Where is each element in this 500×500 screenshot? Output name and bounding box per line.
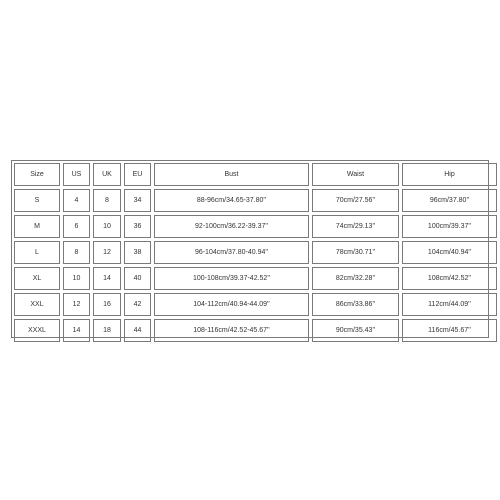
table-cell-uk: 18 [93, 319, 121, 342]
table-cell-size: L [14, 241, 60, 264]
table-cell-waist: 70cm/27.56'' [312, 189, 399, 212]
table-cell-eu: 44 [124, 319, 151, 342]
table-cell-uk: 14 [93, 267, 121, 290]
table-cell-hip: 100cm/39.37'' [402, 215, 497, 238]
table-cell-hip: 112cm/44.09'' [402, 293, 497, 316]
column-header-hip: Hip [402, 163, 497, 186]
table-cell-eu: 40 [124, 267, 151, 290]
table-cell-bust: 100-108cm/39.37-42.52'' [154, 267, 309, 290]
column-header-uk: UK [93, 163, 121, 186]
table-cell-us: 12 [63, 293, 90, 316]
table-cell-hip: 108cm/42.52'' [402, 267, 497, 290]
table-cell-uk: 10 [93, 215, 121, 238]
table-cell-bust: 88-96cm/34.65-37.80'' [154, 189, 309, 212]
table-cell-size: S [14, 189, 60, 212]
table-cell-uk: 8 [93, 189, 121, 212]
column-header-size: Size [14, 163, 60, 186]
table-cell-bust: 92-100cm/36.22-39.37'' [154, 215, 309, 238]
size-chart-table [11, 160, 489, 338]
table-cell-waist: 78cm/30.71'' [312, 241, 399, 264]
table-cell-us: 4 [63, 189, 90, 212]
table-cell-bust: 96-104cm/37.80-40.94'' [154, 241, 309, 264]
table-cell-us: 8 [63, 241, 90, 264]
table-cell-waist: 82cm/32.28'' [312, 267, 399, 290]
table-cell-waist: 74cm/29.13'' [312, 215, 399, 238]
table-cell-size: XXL [14, 293, 60, 316]
table-cell-waist: 86cm/33.86'' [312, 293, 399, 316]
table-cell-hip: 116cm/45.67'' [402, 319, 497, 342]
table-cell-eu: 36 [124, 215, 151, 238]
column-header-waist: Waist [312, 163, 399, 186]
table-cell-hip: 104cm/40.94'' [402, 241, 497, 264]
table-cell-uk: 16 [93, 293, 121, 316]
table-cell-eu: 38 [124, 241, 151, 264]
column-header-us: US [63, 163, 90, 186]
table-cell-hip: 96cm/37.80'' [402, 189, 497, 212]
table-cell-us: 14 [63, 319, 90, 342]
column-header-bust: Bust [154, 163, 309, 186]
table-cell-eu: 34 [124, 189, 151, 212]
table-cell-us: 6 [63, 215, 90, 238]
table-cell-bust: 108-116cm/42.52-45.67'' [154, 319, 309, 342]
table-cell-uk: 12 [93, 241, 121, 264]
table-cell-size: XL [14, 267, 60, 290]
table-cell-size: M [14, 215, 60, 238]
table-cell-eu: 42 [124, 293, 151, 316]
table-cell-bust: 104-112cm/40.94-44.09'' [154, 293, 309, 316]
table-cell-us: 10 [63, 267, 90, 290]
table-cell-waist: 90cm/35.43'' [312, 319, 399, 342]
column-header-eu: EU [124, 163, 151, 186]
table-cell-size: XXXL [14, 319, 60, 342]
